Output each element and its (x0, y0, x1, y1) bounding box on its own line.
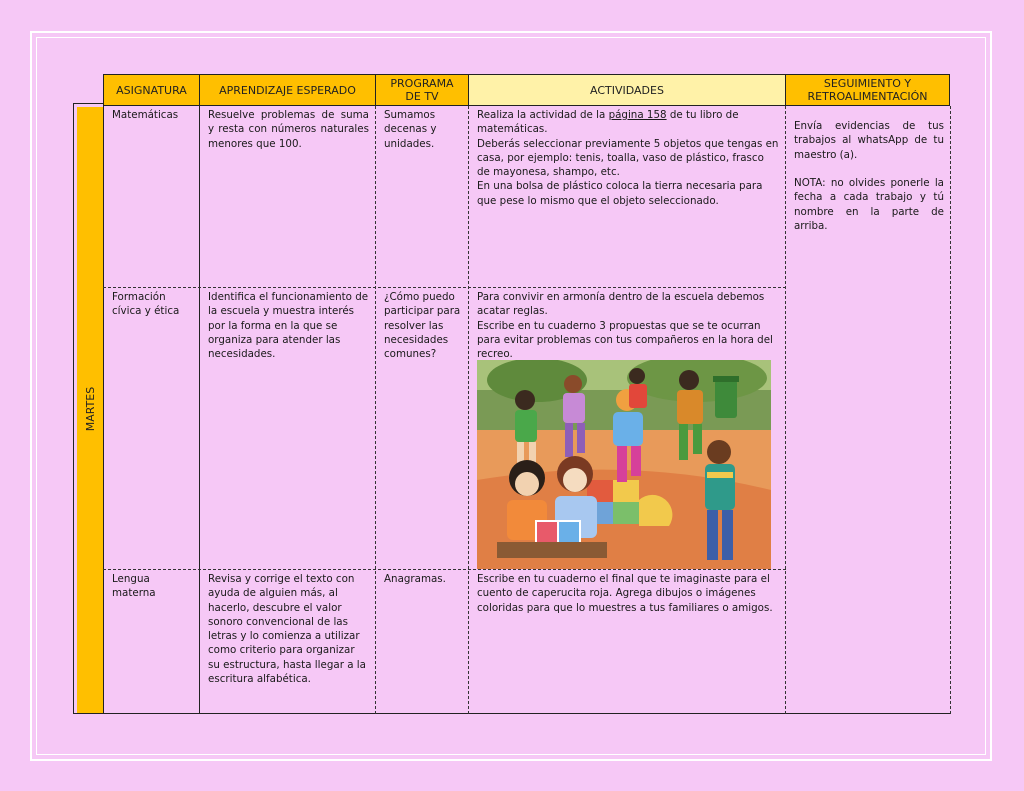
grid-line (73, 103, 103, 104)
header-asignatura: ASIGNATURA (103, 74, 200, 106)
header-actividades: ACTIVIDADES (468, 74, 786, 106)
grid-line (73, 103, 74, 714)
grid-line (73, 713, 951, 714)
children-playing-illustration (477, 360, 771, 569)
row3-programa: Anagramas. (384, 573, 446, 585)
day-label: MARTES (83, 386, 97, 432)
row1-programa: Sumamos decenas y unidades. (384, 109, 437, 150)
seguimiento-text: Envía evidencias de tus trabajos al whatsApp de tu maestro (a). NOTA: no olvides ponerle la fecha a cada trabajo y tú nombre en la parte de arriba. (794, 120, 944, 233)
row1-aprendizaje: Resuelve problemas de suma y resta con números naturales menores que 100. (208, 109, 369, 150)
row1-actividades: Realiza la actividad de la página 158 de tu libro de matemáticas. Deberás seleccionar previamente 5 objetos que tengas en casa, por ejemplo: tenis, toalla, vaso de plástico, frasco de mayonesa, shampo, etc. En una bolsa de plástico coloca la tierra necesaria para que pese lo mismo que el objeto seleccionado. (477, 109, 779, 207)
header-seguimiento: SEGUIMIENTO Y RETROALIMENTACIÓN (785, 74, 950, 106)
header-programa: PROGRAMA DE TV (375, 74, 469, 106)
row3-asignatura: Lengua materna (112, 573, 156, 600)
row2-programa: ¿Cómo puedo participar para resolver las necesidades comunes? (384, 291, 461, 361)
header-aprendizaje: APRENDIZAJE ESPERADO (199, 74, 376, 106)
row2-aprendizaje: Identifica el funcionamiento de la escuela y muestra interés por la forma en la que se organiza para atender las necesidades. (208, 291, 369, 361)
grid-line (950, 106, 951, 714)
page-link[interactable]: página 158 (608, 109, 667, 121)
row2-asignatura: Formación cívica y ética (112, 291, 180, 318)
row1-asignatura: Matemáticas (112, 109, 179, 121)
row3-aprendizaje: Revisa y corrige el texto con ayuda de alguien más, al hacerlo, descubre el valor sonoro convencional de las letras y lo comienza a utilizar como criterio para organizar su estructura, hasta llegar a la escritura alfabética. (208, 573, 366, 686)
row2-actividades: Para convivir en armonía dentro de la escuela debemos acatar reglas. Escribe en tu cuaderno 3 propuestas que se te ocurran para evitar problemas con tus compañeros en la hora del recreo. (477, 291, 773, 360)
row3-actividades: Escribe en tu cuaderno el final que te imaginaste para el cuento de caperucita roja. Agrega dibujos o imágenes coloridas para que lo muestres a tus familiares o amigos. (477, 573, 773, 614)
